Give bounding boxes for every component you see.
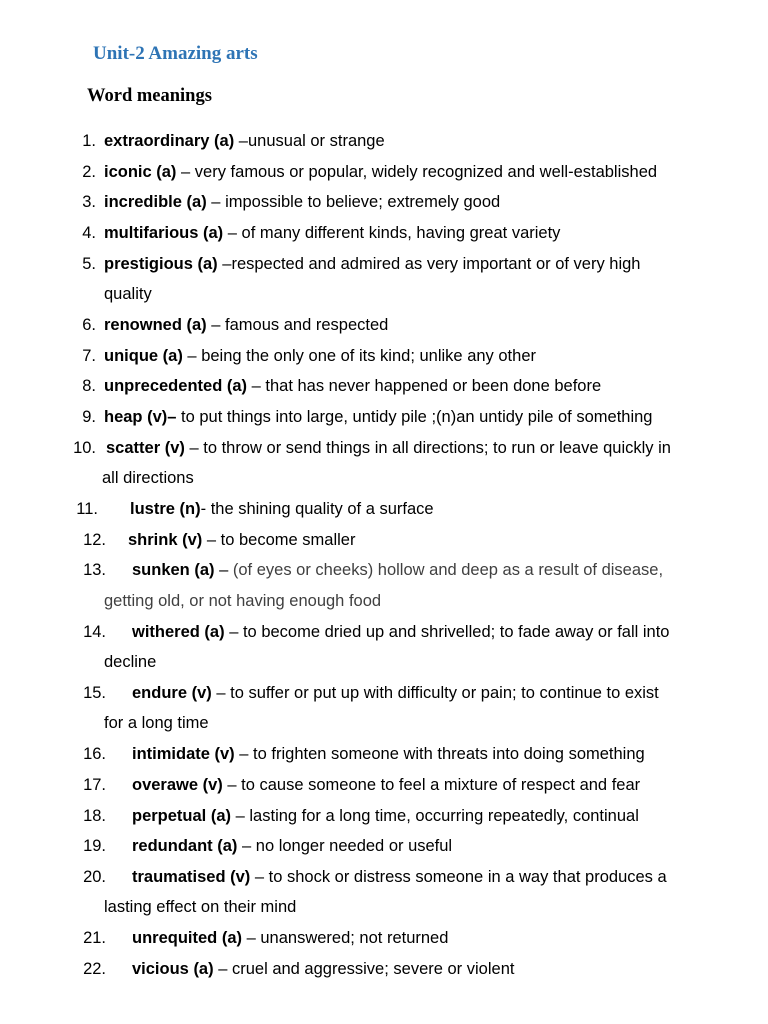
definition: cruel and aggressive; severe or violent bbox=[231, 960, 515, 978]
unit-title: Unit-2 Amazing arts bbox=[93, 43, 258, 64]
term: redundant (a) bbox=[132, 837, 238, 855]
definition: to suffer or put up with difficulty or pain; to continue to exist bbox=[230, 684, 659, 702]
item-number: 19. bbox=[83, 837, 106, 855]
item-number: 20. bbox=[83, 868, 106, 886]
definition-continuation: decline bbox=[104, 653, 157, 671]
item-number: 7. bbox=[82, 347, 96, 365]
term: withered (a) bbox=[132, 623, 225, 641]
definition: to frighten someone with threats into doing something bbox=[253, 745, 645, 763]
definition: to put things into large, untidy pile ;(n)an untidy pile of something bbox=[181, 408, 653, 426]
definition-continuation: for a long time bbox=[104, 714, 209, 732]
item-number: 2. bbox=[82, 163, 96, 181]
term: unrequited (a) bbox=[132, 929, 242, 947]
item-number: 17. bbox=[83, 776, 106, 794]
term: scatter (v) bbox=[106, 439, 185, 457]
item-number: 5. bbox=[82, 255, 96, 273]
term: endure (v) bbox=[132, 684, 212, 702]
term: shrink (v) bbox=[128, 531, 203, 549]
term: multifarious (a) bbox=[104, 224, 224, 242]
item-number: 15. bbox=[83, 684, 106, 702]
item-number: 12. bbox=[83, 531, 106, 549]
definition-continuation: lasting effect on their mind bbox=[104, 898, 297, 916]
definition: unusual or strange bbox=[247, 132, 385, 150]
term: perpetual (a) bbox=[132, 807, 232, 825]
item-number: 1. bbox=[82, 132, 96, 150]
term: heap (v)– bbox=[104, 408, 177, 426]
definition: of many different kinds, having great variety bbox=[241, 224, 561, 242]
term: overawe (v) bbox=[132, 776, 223, 794]
definition: very famous or popular, widely recognized and well-established bbox=[194, 163, 658, 181]
section-heading: Word meanings bbox=[87, 86, 212, 106]
item-number: 10. bbox=[73, 439, 96, 457]
definition: to become smaller bbox=[220, 531, 356, 549]
term: sunken (a) bbox=[132, 561, 215, 579]
item-number: 22. bbox=[83, 960, 106, 978]
item-number: 18. bbox=[83, 807, 106, 825]
item-number: 16. bbox=[83, 745, 106, 763]
item-number: 4. bbox=[82, 224, 96, 242]
definition-continuation: getting old, or not having enough food bbox=[104, 592, 382, 610]
definition: to shock or distress someone in a way that produces a bbox=[268, 868, 667, 886]
term: intimidate (v) bbox=[132, 745, 235, 763]
definition: the shining quality of a surface bbox=[210, 500, 434, 518]
definition: respected and admired as very important or of very high bbox=[231, 255, 641, 273]
definition: no longer needed or useful bbox=[255, 837, 453, 855]
definition-continuation: all directions bbox=[102, 469, 194, 487]
term: renowned (a) bbox=[104, 316, 207, 334]
item-number: 9. bbox=[82, 408, 96, 426]
item-number: 14. bbox=[83, 623, 106, 641]
item-number: 8. bbox=[82, 377, 96, 395]
term: unprecedented (a) bbox=[104, 377, 248, 395]
item-number: 3. bbox=[82, 193, 96, 211]
definition: unanswered; not returned bbox=[260, 929, 449, 947]
term: vicious (a) bbox=[132, 960, 214, 978]
definition: lasting for a long time, occurring repeatedly, continual bbox=[249, 807, 639, 825]
term: traumatised (v) bbox=[132, 868, 251, 886]
definition: to throw or send things in all directions; to run or leave quickly in bbox=[203, 439, 671, 457]
item-number: 11. bbox=[76, 500, 98, 518]
definition: impossible to believe; extremely good bbox=[225, 193, 501, 211]
definition: to become dried up and shrivelled; to fade away or fall into bbox=[242, 623, 670, 641]
item-number: 13. bbox=[83, 561, 106, 579]
definition: that has never happened or been done before bbox=[265, 377, 602, 395]
term: extraordinary (a) bbox=[104, 132, 235, 150]
item-number: 21. bbox=[83, 929, 106, 947]
definition-continuation: quality bbox=[104, 285, 152, 303]
term: incredible (a) bbox=[104, 193, 207, 211]
definition: famous and respected bbox=[225, 316, 389, 334]
definition: (of eyes or cheeks) hollow and deep as a result of disease, bbox=[232, 561, 664, 579]
term: iconic (a) bbox=[104, 163, 177, 181]
item-number: 6. bbox=[82, 316, 96, 334]
definition: to cause someone to feel a mixture of respect and fear bbox=[241, 776, 641, 794]
term: unique (a) bbox=[104, 347, 183, 365]
term: lustre (n) bbox=[130, 500, 201, 518]
definition: being the only one of its kind; unlike any other bbox=[201, 347, 536, 365]
term: prestigious (a) bbox=[104, 255, 218, 273]
